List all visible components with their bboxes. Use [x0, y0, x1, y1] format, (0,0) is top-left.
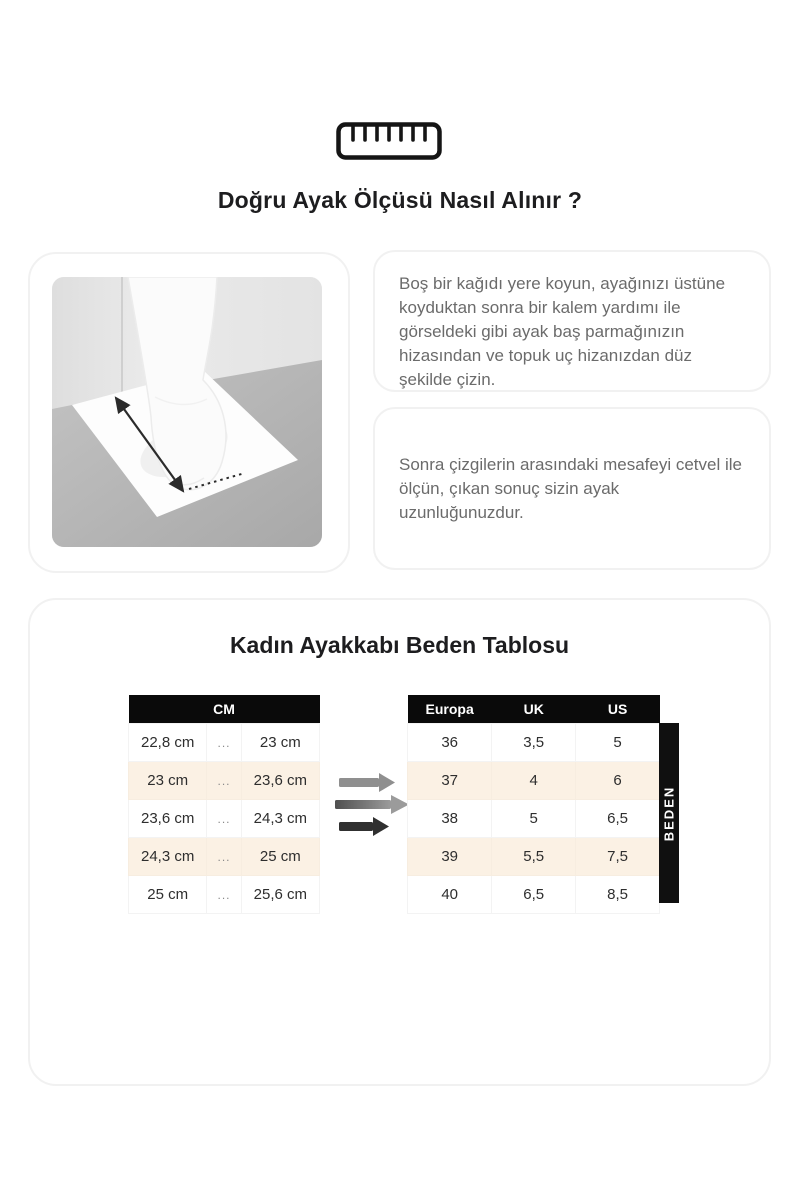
size-uk: 3,5: [492, 724, 576, 762]
size-eu: 37: [408, 762, 492, 800]
cm-from: 22,8 cm: [129, 724, 207, 762]
size-chart-title: Kadın Ayakkabı Beden Tablosu: [229, 632, 570, 658]
size-eu: 40: [408, 876, 492, 914]
measure-guide-title: Doğru Ayak Ölçüsü Nasıl Alınır ?: [217, 187, 583, 213]
table-row: [129, 800, 320, 838]
size-us: 7,5: [576, 838, 660, 876]
instruction-card-2: [373, 407, 771, 570]
table-row: [408, 876, 660, 914]
size-eu: 38: [408, 800, 492, 838]
foot-measurement-photo: [52, 277, 322, 547]
range-dots: ...: [207, 724, 241, 762]
range-dots: ...: [207, 838, 241, 876]
table-row: [408, 762, 660, 800]
cm-from: 24,3 cm: [129, 838, 207, 876]
cm-to: 25 cm: [241, 838, 319, 876]
cm-to: 25,6 cm: [241, 876, 319, 914]
instruction-step-1: Boş bir kağıdı yere koyun, ayağınızı üstüne koyduktan sonra bir kalem yardımı ile görseldeki gibi ayak baş parmağınızın hizasından ve topuk uç hizanızdan düz şekilde çizin.: [399, 274, 726, 389]
cm-to: 23 cm: [241, 724, 319, 762]
size-eu: 39: [408, 838, 492, 876]
foot-photo-panel: [28, 252, 350, 573]
conversion-arrows-icon: [333, 766, 418, 838]
table-row: [408, 800, 660, 838]
size-uk: 5: [492, 800, 576, 838]
ruler-icon: [336, 122, 444, 162]
size-uk: 5,5: [492, 838, 576, 876]
beden-side-label-text: BEDEN: [661, 785, 677, 841]
range-dots: ...: [207, 800, 241, 838]
size-conversion-table: [407, 695, 660, 914]
col-header-europa: Europa: [408, 695, 492, 724]
cm-to: 23,6 cm: [241, 762, 319, 800]
range-dots: ...: [207, 762, 241, 800]
col-header-uk: UK: [492, 695, 576, 724]
size-us: 6,5: [576, 800, 660, 838]
size-uk: 6,5: [492, 876, 576, 914]
size-us: 8,5: [576, 876, 660, 914]
cm-from: 23 cm: [129, 762, 207, 800]
table-row: [129, 724, 320, 762]
size-chart-panel: [28, 598, 771, 1086]
cm-range-table: [128, 695, 320, 914]
table-row: [129, 876, 320, 914]
instruction-card-1: [373, 250, 771, 392]
cm-to: 24,3 cm: [241, 800, 319, 838]
instruction-step-2: Sonra çizgilerin arasındaki mesafeyi cetvel ile ölçün, çıkan sonuç sizin ayak uzunluğunuzdur.: [399, 454, 742, 522]
range-dots: ...: [207, 876, 241, 914]
cm-from: 25 cm: [129, 876, 207, 914]
table-row: [129, 762, 320, 800]
size-us: 6: [576, 762, 660, 800]
cm-table-header: CM: [129, 695, 320, 724]
size-uk: 4: [492, 762, 576, 800]
beden-side-label: [659, 723, 679, 903]
table-row: [408, 724, 660, 762]
table-row: [129, 838, 320, 876]
table-row: [408, 838, 660, 876]
col-header-us: US: [576, 695, 660, 724]
cm-from: 23,6 cm: [129, 800, 207, 838]
size-eu: 36: [408, 724, 492, 762]
size-us: 5: [576, 724, 660, 762]
